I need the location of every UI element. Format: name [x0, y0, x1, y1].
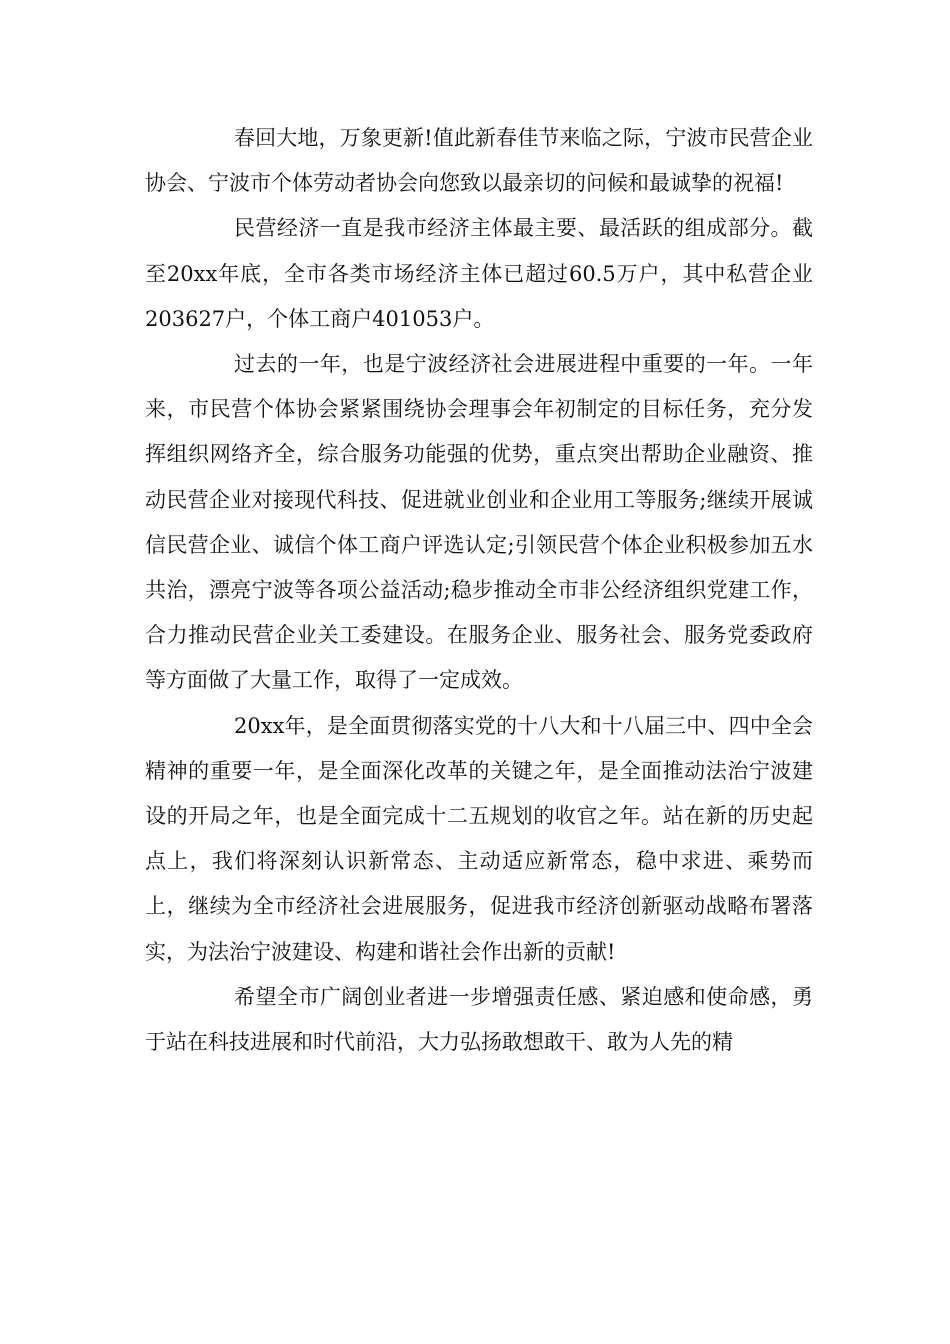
paragraph-private-economy: 民营经济一直是我市经济主体最主要、最活跃的组成部分。截至20xx年底，全市各类市场经济主体已超过60.5万户，其中私营企业203627户，个体工商户401053户。	[145, 216, 813, 331]
paragraph-past-year: 过去的一年，也是宁波经济社会进展进程中重要的一年。一年来，市民营个体协会紧紧围绕协会理事会年初制定的目标任务，充分发挥组织网络齐全，综合服务功能强的优势，重点突出帮助企业融资、推动民营企业对接现代科技、促进就业创业和企业用工等服务;继续开展诚信民营企业、诚信个体工商户评选认定;引领民营个体企业积极参加五水共治，漂亮宁波等各项公益活动;稳步推动全市非公经济组织党建工作，合力推动民营企业关工委建设。在服务企业、服务社会、服务党委政府等方面做了大量工作，取得了一定成效。	[145, 352, 813, 693]
paragraph-greeting: 春回大地，万象更新!值此新春佳节来临之际，宁波市民营企业协会、宁波市个体劳动者协会向您致以最亲切的问候和最诚挚的祝福!	[145, 126, 813, 196]
paragraph-hope: 希望全市广阔创业者进一步增强责任感、紧迫感和使命感，勇于站在科技进展和时代前沿，大力弘扬敢想敢干、敢为人先的精	[145, 984, 813, 1055]
paragraph-new-year: 20xx年，是全面贯彻落实党的十八大和十八届三中、四中全会精神的重要一年，是全面深化改革的关键之年，是全面推动法治宁波建设的开局之年，也是全面完成十二五规划的收官之年。站在新的历史起点上，我们将深刻认识新常态、主动适应新常态，稳中求进、乘势而上，继续为全市经济社会进展服务，促进我市经济创新驱动战略布署落实，为法治宁波建设、构建和谐社会作出新的贡献!	[145, 713, 813, 964]
document-body	[145, 116, 813, 1065]
